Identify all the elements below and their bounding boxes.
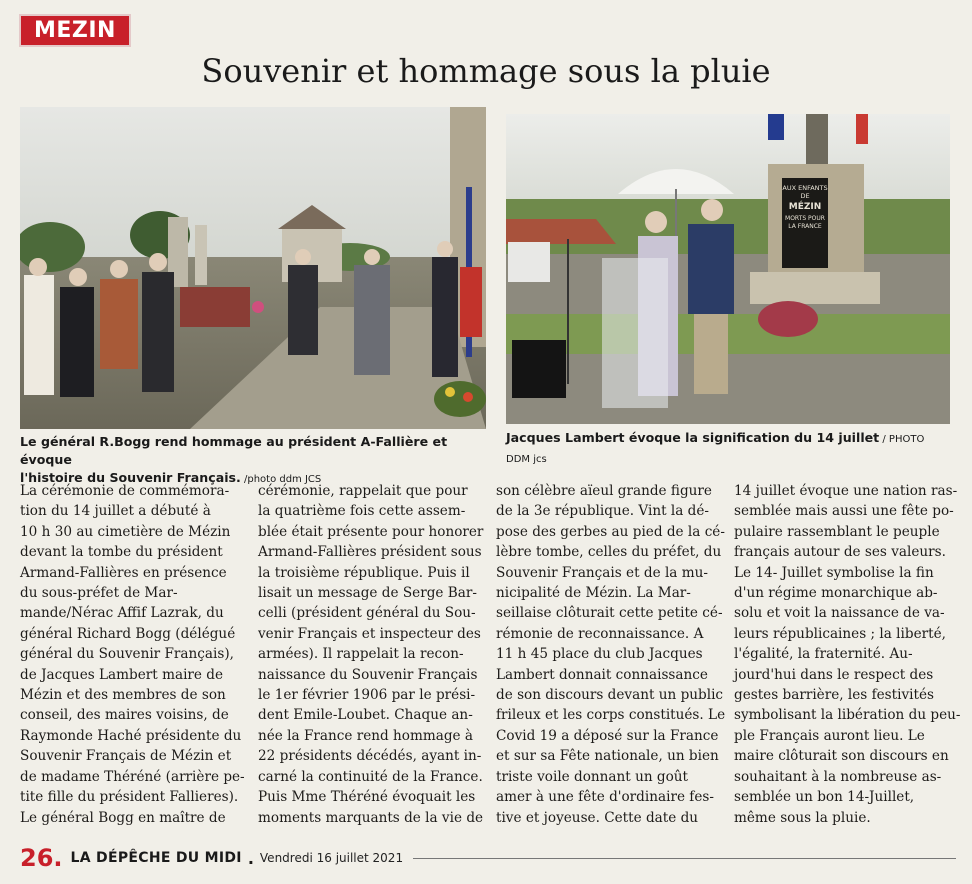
photo-cemetery-ceremony bbox=[20, 107, 486, 429]
article-line: semblée un bon 14-Juillet, bbox=[734, 789, 915, 806]
article-line: moments marquants de la vie de bbox=[258, 809, 484, 826]
article-line: frileux et les corps constitués. Le bbox=[496, 707, 726, 724]
article-line: Raymonde Haché présidente du bbox=[20, 727, 242, 744]
article-line: rémonie de reconnaissance. A bbox=[496, 625, 704, 642]
article-line: semblée mais aussi une fête po- bbox=[734, 503, 954, 520]
article-line: nicipalité de Mézin. La Mar- bbox=[496, 585, 691, 602]
article-column-3 bbox=[496, 481, 726, 828]
article-line: dent Emile-Loubet. Chaque an- bbox=[258, 707, 473, 724]
article-line: d'un régime monarchique ab- bbox=[734, 585, 938, 602]
article-line: l'égalité, la fraternité. Au- bbox=[734, 646, 913, 663]
article-line: venir Français et inspecteur des bbox=[258, 625, 481, 642]
article-line: lisait un message de Serge Bar- bbox=[258, 585, 477, 602]
footer-rule bbox=[413, 858, 956, 859]
article-line: conseil, des maires voisins, de bbox=[20, 707, 229, 724]
article-line: Souvenir Français et de la mu- bbox=[496, 564, 708, 581]
article-line: pose des gerbes au pied de la cé- bbox=[496, 523, 725, 540]
article-line: née la France rend hommage à bbox=[258, 727, 474, 744]
article-column-2 bbox=[258, 481, 484, 828]
article-line: la troisième république. Puis il bbox=[258, 564, 470, 581]
article-line: cérémonie, rappelait que pour bbox=[258, 483, 468, 499]
article-line: devant la tombe du président bbox=[20, 544, 223, 561]
article-line: français autour de ses valeurs. bbox=[734, 544, 946, 561]
caption-left-line-1: Le général R.Bogg rend hommage au président A-Fallière et évoque bbox=[20, 434, 448, 467]
monument-text-2: DE bbox=[800, 192, 810, 200]
article-line: général Richard Bogg (délégué bbox=[20, 625, 236, 642]
article-line: celli (président général du Sou- bbox=[258, 605, 476, 622]
caption-left-line-2: l'histoire du Souvenir Français. bbox=[20, 470, 241, 485]
article-line: lèbre tombe, celles du préfet, du bbox=[496, 544, 722, 561]
article-line: son célèbre aïeul grande figure bbox=[496, 483, 712, 499]
monument-text-5: LA FRANCE bbox=[788, 223, 822, 230]
article-line: pulaire rassemblant le peuple bbox=[734, 523, 940, 540]
article-line: leurs républicaines ; la liberté, bbox=[734, 625, 946, 642]
article-line: Souvenir Français de Mézin et bbox=[20, 748, 232, 765]
article-line: seillaise clôturait cette petite cé- bbox=[496, 605, 723, 622]
article-line: blée était présente pour honorer bbox=[258, 523, 484, 540]
article-line: La cérémonie de commémora- bbox=[20, 483, 230, 499]
photo-caption-right bbox=[506, 429, 950, 469]
page-footer bbox=[20, 843, 956, 873]
article-line: de son discours devant un public bbox=[496, 687, 724, 704]
article-line: souhaitant à la nombreuse as- bbox=[734, 768, 942, 785]
article-line: de madame Théréné (arrière pe- bbox=[20, 768, 245, 785]
caption-left-credit: /photo ddm JCS bbox=[240, 474, 322, 485]
article-line: du sous-préfet de Mar- bbox=[20, 585, 178, 602]
article-line: la quatrième fois cette assem- bbox=[258, 503, 466, 520]
article-line: Lambert donnait connaissance bbox=[496, 666, 708, 683]
monument-text-1: AUX ENFANTS bbox=[782, 184, 828, 192]
article-line: et sur sa Fête nationale, un bien bbox=[496, 748, 719, 765]
article-line: 10 h 30 au cimetière de Mézin bbox=[20, 523, 231, 540]
article-column-1 bbox=[20, 481, 245, 828]
section-tag: MEZIN bbox=[19, 14, 131, 47]
article-line: gestes barrière, les festivités bbox=[734, 687, 934, 704]
article-line: carné la continuité de la France. bbox=[258, 768, 483, 785]
article-line: Armand-Fallières en présence bbox=[20, 564, 227, 581]
article-line: ple Français auront lieu. Le bbox=[734, 727, 925, 744]
article-line: de Jacques Lambert maire de bbox=[20, 666, 224, 683]
article-line: le 1er février 1906 par le prési- bbox=[258, 687, 476, 704]
article-line: naissance du Souvenir Français bbox=[258, 666, 478, 683]
article-line: de la 3e république. Vint la dé- bbox=[496, 503, 709, 520]
article-line: tite fille du président Fallieres). bbox=[20, 789, 239, 806]
footer-separator: . bbox=[247, 848, 254, 868]
article-line: maire clôturait son discours en bbox=[734, 748, 949, 765]
article-line: amer à une fête d'ordinaire fes- bbox=[496, 789, 714, 806]
article-line: mande/Nérac Affif Lazrak, du bbox=[20, 605, 224, 622]
article-line: 22 présidents décédés, ayant in- bbox=[258, 748, 482, 765]
article-line: Le 14- Juillet symbolise la fin bbox=[734, 564, 934, 581]
article-line: 11 h 45 place du club Jacques bbox=[496, 646, 703, 663]
article-line: tive et joyeuse. Cette date du bbox=[496, 809, 699, 826]
article-line: jourd'hui dans le respect des bbox=[734, 666, 934, 683]
headline: Souvenir et hommage sous la pluie bbox=[201, 52, 771, 90]
page-number: 26. bbox=[20, 844, 63, 872]
article-line: triste voile donnant un goût bbox=[496, 768, 689, 785]
article-line: général du Souvenir Français), bbox=[20, 646, 234, 663]
article-line: même sous la pluie. bbox=[734, 809, 871, 826]
monument-text-3: MÉZIN bbox=[788, 202, 822, 212]
article-line: solu et voit la naissance de va- bbox=[734, 605, 945, 622]
photo-memorial-speech bbox=[506, 114, 950, 424]
article-line: Le général Bogg en maître de bbox=[20, 809, 226, 826]
article-line: 14 juillet évoque une nation ras- bbox=[734, 483, 958, 499]
article-line: Covid 19 a déposé sur la France bbox=[496, 727, 719, 744]
publication-date: Vendredi 16 juillet 2021 bbox=[259, 851, 404, 865]
memorial-scene-illustration bbox=[506, 114, 950, 424]
caption-right-text: Jacques Lambert évoque la signification du 14 juillet bbox=[506, 430, 880, 445]
caption-right-credit: / PHOTO DDM jcs bbox=[506, 434, 925, 465]
article-line: Mézin et des membres de son bbox=[20, 687, 226, 704]
article-line: Armand-Fallières président sous bbox=[258, 544, 482, 561]
article-line: tion du 14 juillet a débuté à bbox=[20, 503, 211, 520]
article-line: symbolisant la libération du peu- bbox=[734, 707, 961, 724]
article-line: armées). Il rappelait la recon- bbox=[258, 646, 464, 663]
article-column-4 bbox=[734, 481, 961, 828]
newspaper-name: LA DÉPÊCHE DU MIDI bbox=[70, 850, 242, 866]
monument-text-4: MORTS POUR bbox=[785, 215, 825, 222]
cemetery-scene-illustration bbox=[20, 107, 486, 429]
article-line: Puis Mme Théréné évoquait les bbox=[258, 789, 476, 806]
